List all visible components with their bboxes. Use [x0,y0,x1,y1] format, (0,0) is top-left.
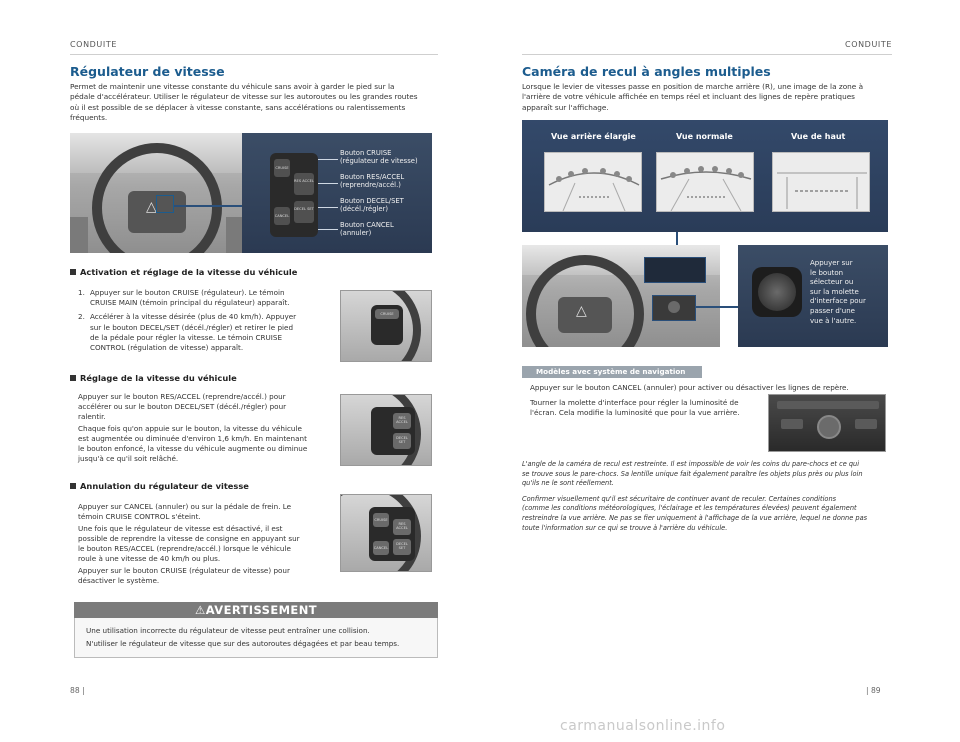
view-label-normal: Vue normale [676,132,733,141]
highlight-box [156,195,174,213]
interface-dial-icon [668,301,680,313]
square-bullet-icon [70,375,76,381]
sub-heading-cancel: Annulation du régulateur de vitesse [70,481,249,491]
watermark: carmanualsonline.info [560,718,726,734]
cancel-guideline-text: Appuyer sur le bouton CANCEL (annuler) pour activer ou désactiver les lignes de repère. [530,383,849,392]
section-title: Caméra de recul à angles multiples [522,64,771,79]
header-rule [522,54,892,55]
knob-callout-text: Appuyer sur le bouton sélecteur ou sur la molette d'interface pour passer d'une vue à l'autre. [810,259,866,325]
square-bullet-icon [70,269,76,275]
brand-logo-icon: △ [146,199,157,215]
header-rule [70,54,438,55]
callout-res-accel: Bouton RES/ACCEL (reprendre/accél.) [340,173,405,189]
cruise-key: CRUISE [274,159,290,177]
cancel-paragraph: Appuyer sur CANCEL (annuler) ou sur la pédale de frein. Le témoin CRUISE CONTROL s'éteint. Une fois que le régulateur de vitesse est désactivé, il est possible de reprendre la vitesse de consigne en appuyant sur le bouton RES/ACCEL (reprendre/accél.) lorsque le véhicule roule à une vitesse de 40 km/h ou plus. Appuyer sur le bouton CRUISE (régulateur de vitesse) pour désactiver le système. [78,502,300,585]
cancel-button-photo: CRUISE RES ACCEL CANCEL DECEL SET [340,494,432,572]
decel-set-key: DECEL SET [294,201,314,223]
interface-dial-icon [758,273,796,311]
control-panel-photo [768,394,886,452]
camera-view-top [772,152,870,212]
camera-intro: Lorsque le levier de vitesses passe en position de marche arrière (R), une image de la zone à l'arrière de votre véhicule affichée en temps réel et incluant des lignes de repère pratiques apparaît sur l'affichage. [522,82,864,112]
camera-view-wide [544,152,642,212]
list-item: 2. Accélérer à la vitesse désirée (plus de 40 km/h). Appuyer sur le bouton DECEL/SET (décél./régler) et retirer le pied de la pédale pour régler la vitesse. Le témoin CRUISE CONTROL (régulation de vitesse) apparaît. [78,312,297,353]
running-head: CONDUITE [845,40,892,49]
running-head: CONDUITE [70,40,117,49]
sub-heading-activation: Activation et réglage de la vitesse du véhicule [70,267,297,277]
steps-list [78,288,318,357]
res-accel-key: RES ACCEL [294,173,314,195]
section-title: Régulateur de vitesse [70,64,225,79]
callout-cruise: Bouton CRUISE (régulateur de vitesse) [340,149,418,165]
camera-view-normal [656,152,754,212]
steering-wheel-photo [70,133,246,253]
dashboard-photo [522,245,720,347]
cruise-button-pad [270,153,318,237]
callout-decel-set: Bouton DECEL/SET (décél./régler) [340,197,404,213]
intro-paragraph: Permet de maintenir une vitesse constante du véhicule sans avoir à garder le pied sur la pédale d'accélérateur. Utiliser le régulateur de vitesse sur les autoroutes ou les grandes routes où il est possible de se déplacer à vitesse constante, sans accélérations ou ralentissements fréquents. [70,82,418,123]
view-label-wide: Vue arrière élargie [551,132,636,141]
cancel-key: CANCEL [274,207,290,225]
interface-dial-icon [817,415,841,439]
page-number-right: | 89 [866,686,881,695]
camera-notes: L'angle de la caméra de recul est restreinte. Il est impossible de voir les coins du pare-chocs et ce qui se trouve sous le pare-chocs. Sa lentille unique fait également paraître les objets plus près ou plus loin qu'ils ne le sont réellement. Confirmer visuellement qu'il est sécuritaire de continuer avant de reculer. Certaines conditions (comme les conditions météorologiques, l'éclairage et les températures élevées) peuvent également restreindre la vue arrière. Ne pas se fier uniquement à l'affichage de la vue arrière, lequel ne donne pas toute l'information sur ce qui se trouve à l'arrière du véhicule. [522,460,868,532]
brightness-text: Tourner la molette d'interface pour régler la luminosité de l'écran. Cela modifie la luminosité que pour la vue arrière. [530,398,740,418]
list-item: 1. Appuyer sur le bouton CRUISE (régulateur). Le témoin CRUISE MAIN (témoin principal du régulateur) apparaît. [78,288,290,308]
page-number-left: 88 | [70,686,85,695]
view-label-top: Vue de haut [791,132,846,141]
square-bullet-icon [70,483,76,489]
knob-callout-panel [738,245,888,347]
cruise-button-photo: CRUISE [340,290,432,362]
navigation-models-tag: Modèles avec système de navigation [522,366,702,378]
res-decel-button-photo: RES ACCEL DECEL SET [340,394,432,466]
sub-heading-adjust: Réglage de la vitesse du véhicule [70,373,237,383]
callout-cancel: Bouton CANCEL (annuler) [340,221,394,237]
display-screen [644,257,706,283]
warning-triangle-icon: ⚠ [195,603,206,617]
warning-title: ⚠AVERTISSEMENT [74,602,438,618]
brand-logo-icon: △ [576,303,587,319]
warning-text: Une utilisation incorrecte du régulateur de vitesse peut entraîner une collision. N'utiliser le régulateur de vitesse que sur des autoroutes dégagées et par beau temps. [86,626,400,648]
cruise-buttons-panel [242,133,432,253]
adjust-paragraph: Appuyer sur le bouton RES/ACCEL (reprendre/accél.) pour accélérer ou sur le bouton DECEL/SET (décél./régler) pour ralentir. Chaque fois qu'on appuie sur le bouton, la vitesse du véhicule est augmentée ou diminuée d'environ 1,6 km/h. En maintenant le bouton enfoncé, la vitesse du véhicule augmente ou diminue jusqu'à ce qu'il soit relâché. [78,392,308,463]
